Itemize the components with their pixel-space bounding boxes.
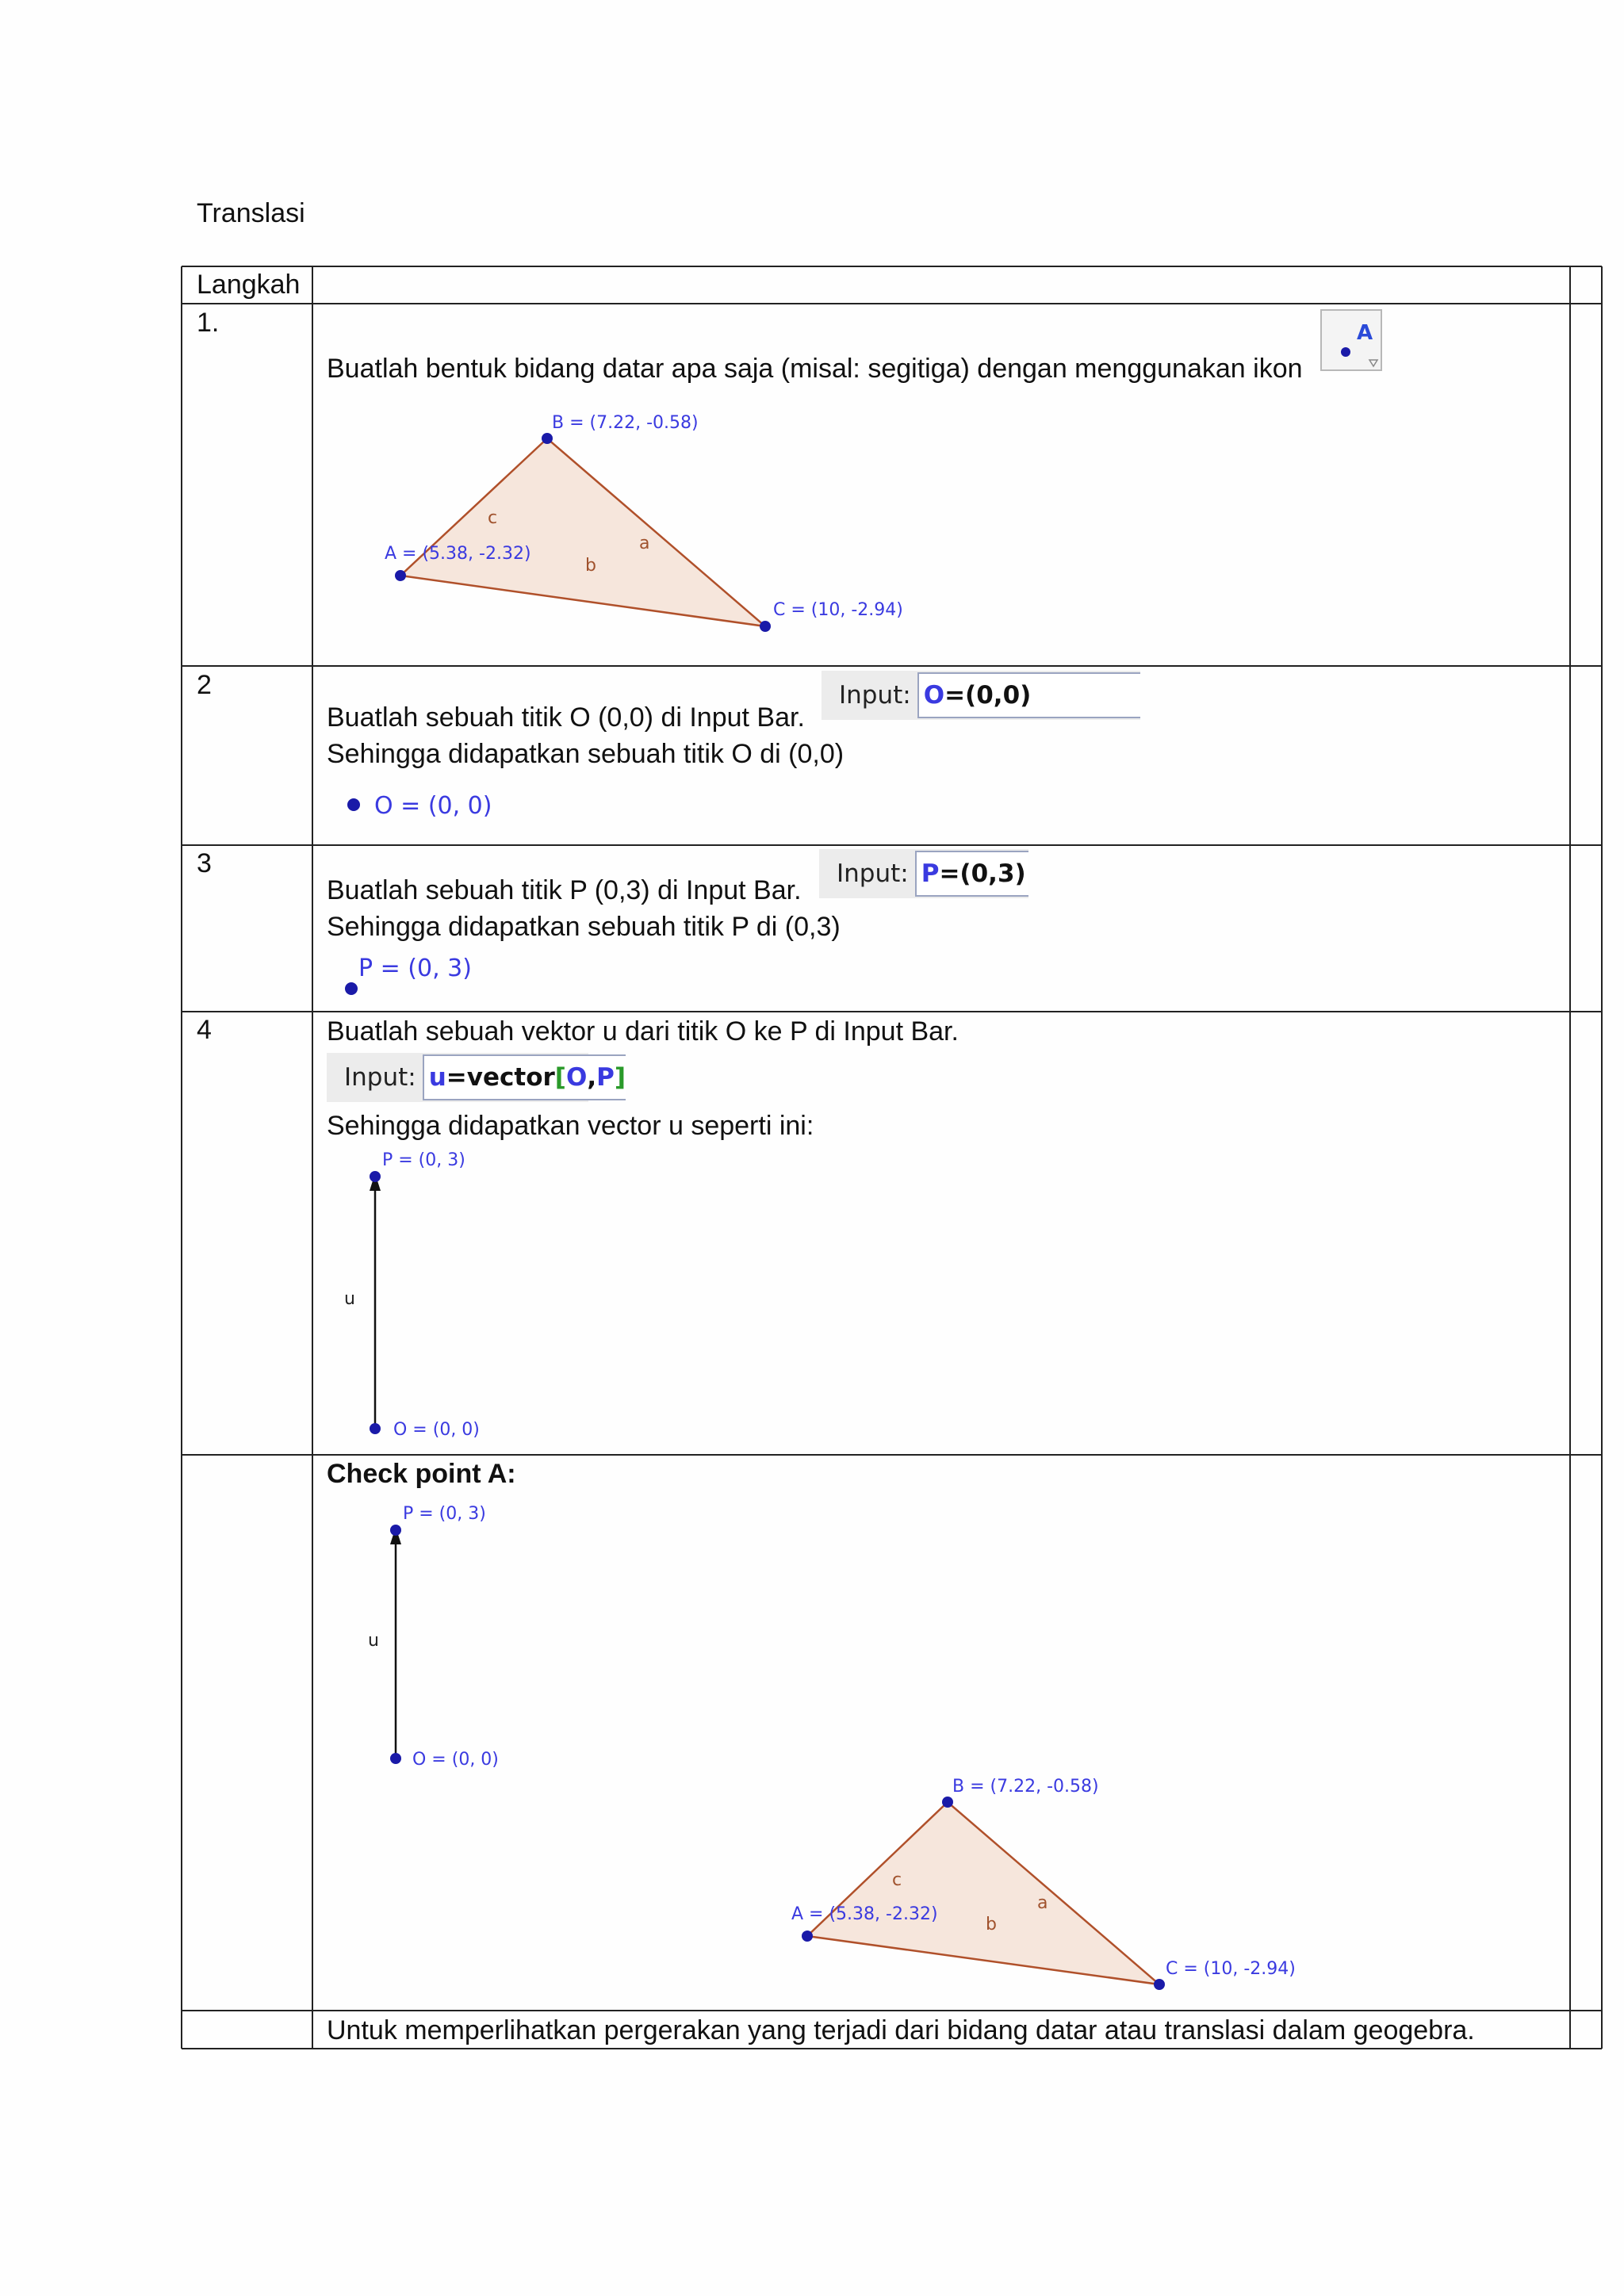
document-title: Translasi (197, 198, 305, 228)
svg-text:O = (0, 0): O = (0, 0) (412, 1750, 499, 1770)
triangle-figure-step1 (333, 396, 983, 642)
triangle-polygon (400, 438, 765, 626)
svg-text:A = (5.38, -2.32): A = (5.38, -2.32) (791, 1904, 938, 1924)
svg-text:u: u (368, 1631, 379, 1651)
vector-label-u: u (344, 1289, 355, 1309)
input-point-name: O (923, 681, 945, 710)
label-side-b: b (585, 556, 596, 576)
vector-label-p: P = (0, 3) (382, 1150, 465, 1170)
input-bar-step2[interactable] (822, 671, 1140, 720)
input-point-name: P (921, 859, 940, 888)
input-point-value: =(0,3) (939, 859, 1026, 888)
input-bar-label: Input: (837, 859, 909, 888)
svg-text:b: b (986, 1915, 997, 1934)
label-side-c: c (488, 508, 498, 528)
point-c (760, 621, 771, 632)
input-bar-label: Input: (344, 1063, 416, 1092)
vector-figure-step4 (333, 1142, 650, 1443)
step-3-text-2: Sehingga didapatkan sebuah titik P di (0,3) (327, 912, 841, 942)
svg-text:C = (10, -2.94): C = (10, -2.94) (1166, 1959, 1296, 1979)
label-point-a: A = (5.38, -2.32) (385, 544, 531, 564)
svg-text:P = (0, 3): P = (0, 3) (403, 1504, 486, 1524)
step-2-number: 2 (197, 670, 212, 700)
point-p-label: P = (0, 3) (358, 955, 472, 982)
point-o-label: O = (0, 0) (374, 792, 492, 820)
point-a (395, 570, 406, 581)
new-point-tool-icon (1320, 309, 1382, 371)
step-2-text-1: Buatlah sebuah titik O (0,0) di Input Bar. (327, 702, 805, 733)
step-3-text-1: Buatlah sebuah titik P (0,3) di Input Bar. (327, 875, 802, 905)
checkpoint-a-figure (349, 1490, 1316, 1998)
svg-text:B = (7.22, -0.58): B = (7.22, -0.58) (952, 1777, 1099, 1797)
input-bar-field[interactable] (917, 672, 1140, 718)
input-bar-step4[interactable] (327, 1053, 626, 1102)
step-2-text-2: Sehingga didapatkan sebuah titik O di (0,0) (327, 739, 845, 769)
step-3-number: 3 (197, 848, 212, 878)
input-point-value: =(0,0) (944, 681, 1032, 710)
label-side-a: a (639, 534, 650, 553)
step-1-number: 1. (197, 308, 220, 338)
input-bar-step3[interactable] (819, 849, 1028, 898)
svg-text:c: c (892, 1870, 902, 1890)
point-o-figure (333, 785, 571, 825)
svg-text:a: a (1037, 1893, 1048, 1913)
label-point-c: C = (10, -2.94) (773, 600, 903, 620)
point-b (542, 433, 553, 444)
input-bar-field[interactable] (915, 851, 1028, 897)
label-point-b: B = (7.22, -0.58) (552, 413, 699, 433)
point-p-figure (333, 947, 571, 1003)
table-header-langkah: Langkah (197, 270, 301, 300)
final-row-text: Untuk memperlihatkan pergerakan yang terjadi dari bidang datar atau translasi dalam geogebra. (327, 2015, 1475, 2045)
step-4-text-2: Sehingga didapatkan vector u seperti ini: (327, 1111, 814, 1141)
input-bar-label: Input: (839, 681, 911, 710)
vector-point-o (370, 1423, 381, 1434)
new-point-tool-letter: A (1357, 321, 1373, 345)
input-bar-field[interactable]: u =vector [ O , P ] (423, 1054, 626, 1100)
vector-point-p (370, 1171, 381, 1182)
checkpoint-a-title: Check point A: (327, 1459, 516, 1489)
vector-label-o: O = (0, 0) (393, 1420, 480, 1440)
step-1-text: Buatlah bentuk bidang datar apa saja (misal: segitiga) dengan menggunakan ikon (327, 354, 1303, 384)
step-4-number: 4 (197, 1015, 212, 1045)
step-4-text-1: Buatlah sebuah vektor u dari titik O ke P di Input Bar. (327, 1016, 959, 1047)
